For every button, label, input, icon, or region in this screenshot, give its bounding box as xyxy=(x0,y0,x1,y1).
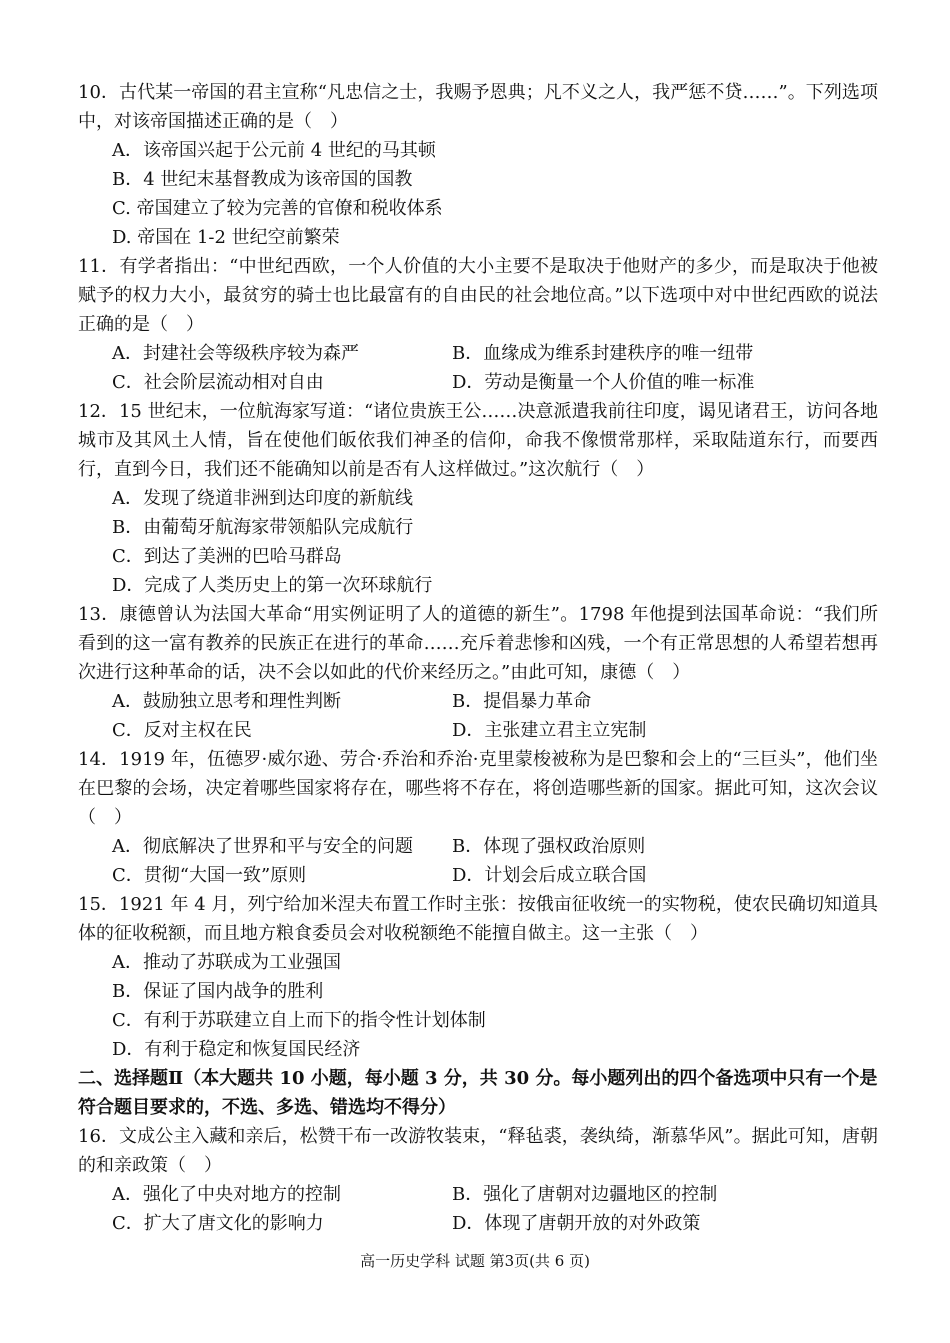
option-d[interactable]: D．有利于稳定和恢复国民经济 xyxy=(112,1039,361,1060)
option-d[interactable]: D．主张建立君主立宪制 xyxy=(452,720,647,741)
question-stem: 13．康德曾认为法国大革命“用实例证明了人的道德的新生”。1798 年他提到法国革命说：“我们所看到的这一富有教养的民族正在进行的革命……充斥着悲惨和凶残，一个有正常思想的人希望若想再次进行这种革命的话，决不会以如此的代价来经历之。”由此可知，康德（ ） xyxy=(78,604,878,683)
question-stem: 15．1921 年 4 月，列宁给加米涅夫布置工作时主张：按俄亩征收统一的实物税，使农民确切知道具体的征收税额，而且地方粮食委员会对收税额绝不能擅自做主。这一主张（ ） xyxy=(78,894,878,944)
option-b[interactable]: B．体现了强权政治原则 xyxy=(452,836,646,857)
question-14 xyxy=(78,745,878,890)
option-b[interactable]: B．血缘成为维系封建秩序的唯一纽带 xyxy=(452,343,754,364)
page-footer: 高一历史学科 试题 第3页(共 6 页) xyxy=(360,1252,590,1270)
question-13 xyxy=(78,600,878,745)
option-d[interactable]: D．计划会后成立联合国 xyxy=(452,865,647,886)
question-stem: 16．文成公主入藏和亲后，松赞干布一改游牧装束，“释毡裘，袭纨绮，渐慕华风”。据此可知，唐朝的和亲政策（ ） xyxy=(78,1126,878,1176)
option-c[interactable]: C．反对主权在民 xyxy=(112,720,252,741)
option-row xyxy=(78,339,878,368)
question-stem: 11．有学者指出：“中世纪西欧，一个人价值的大小主要不是取决于他财产的多少，而是取决于他被赋予的权力大小，最贫穷的骑士也比最富有的自由民的社会地位高。”以下选项中对中世纪西欧的说法正确的是（ ） xyxy=(78,256,878,335)
option-b[interactable]: B．4 世纪末基督教成为该帝国的国教 xyxy=(112,169,413,190)
question-16 xyxy=(78,1122,878,1238)
option-c[interactable]: C．有利于苏联建立自上而下的指令性计划体制 xyxy=(112,1010,486,1031)
section-heading xyxy=(78,1064,878,1122)
option-a[interactable]: A．推动了苏联成为工业强国 xyxy=(112,952,341,973)
option-d[interactable]: D. 帝国在 1-2 世纪空前繁荣 xyxy=(112,227,340,248)
option-a[interactable]: A．强化了中央对地方的控制 xyxy=(112,1184,341,1205)
option-row xyxy=(78,368,878,397)
option-row xyxy=(78,861,878,890)
option-b[interactable]: B．保证了国内战争的胜利 xyxy=(112,981,324,1002)
option-d[interactable]: D．劳动是衡量一个人价值的唯一标准 xyxy=(452,372,755,393)
question-15 xyxy=(78,890,878,1064)
option-a[interactable]: A．封建社会等级秩序较为森严 xyxy=(112,343,359,364)
question-10 xyxy=(78,78,878,252)
option-a[interactable]: A．该帝国兴起于公元前 4 世纪的马其顿 xyxy=(112,140,436,161)
option-c[interactable]: C. 帝国建立了较为完善的官僚和税收体系 xyxy=(112,198,443,219)
section-2-heading: 二、选择题Ⅱ（本大题共 10 小题，每小题 3 分，共 30 分。每小题列出的四个备选项中只有一个是符合题目要求的，不选、多选、错选均不得分） xyxy=(78,1068,878,1118)
option-c[interactable]: C．贯彻“大国一致”原则 xyxy=(112,865,307,886)
question-12 xyxy=(78,397,878,600)
option-c[interactable]: C．扩大了唐文化的影响力 xyxy=(112,1213,324,1234)
question-11 xyxy=(78,252,878,397)
option-d[interactable]: D．体现了唐朝开放的对外政策 xyxy=(452,1213,701,1234)
option-a[interactable]: A．发现了绕道非洲到达印度的新航线 xyxy=(112,488,413,509)
question-stem: 14．1919 年，伍德罗·威尔逊、劳合·乔治和乔治·克里蒙梭被称为是巴黎和会上的“三巨头”，他们坐在巴黎的会场，决定着哪些国家将存在，哪些将不存在，将创造哪些新的国家。据此可知，这次会议（ ） xyxy=(78,749,878,828)
option-c[interactable]: C．到达了美洲的巴哈马群岛 xyxy=(112,546,342,567)
option-row xyxy=(78,716,878,745)
option-b[interactable]: B．提倡暴力革命 xyxy=(452,691,592,712)
option-b[interactable]: B．由葡萄牙航海家带领船队完成航行 xyxy=(112,517,414,538)
option-d[interactable]: D．完成了人类历史上的第一次环球航行 xyxy=(112,575,433,596)
option-c[interactable]: C．社会阶层流动相对自由 xyxy=(112,372,324,393)
option-row xyxy=(78,1209,878,1238)
question-stem: 10．古代某一帝国的君主宣称“凡忠信之士，我赐予恩典；凡不义之人，我严惩不贷……”。下列选项中，对该帝国描述正确的是（ ） xyxy=(78,82,878,132)
option-row xyxy=(78,1180,878,1209)
option-a[interactable]: A．鼓励独立思考和理性判断 xyxy=(112,691,341,712)
option-row xyxy=(78,687,878,716)
question-stem: 12．15 世纪末，一位航海家写道：“诸位贵族王公……决意派遣我前往印度，谒见诸君王，访问各地城市及其风土人情，旨在使他们皈依我们神圣的信仰，命我不像惯常那样，采取陆道东行，而要西行，直到今日，我们还不能确知以前是否有人这样做过。”这次航行（ ） xyxy=(78,401,878,480)
option-row xyxy=(78,832,878,861)
option-a[interactable]: A．彻底解决了世界和平与安全的问题 xyxy=(112,836,413,857)
option-b[interactable]: B．强化了唐朝对边疆地区的控制 xyxy=(452,1184,718,1205)
